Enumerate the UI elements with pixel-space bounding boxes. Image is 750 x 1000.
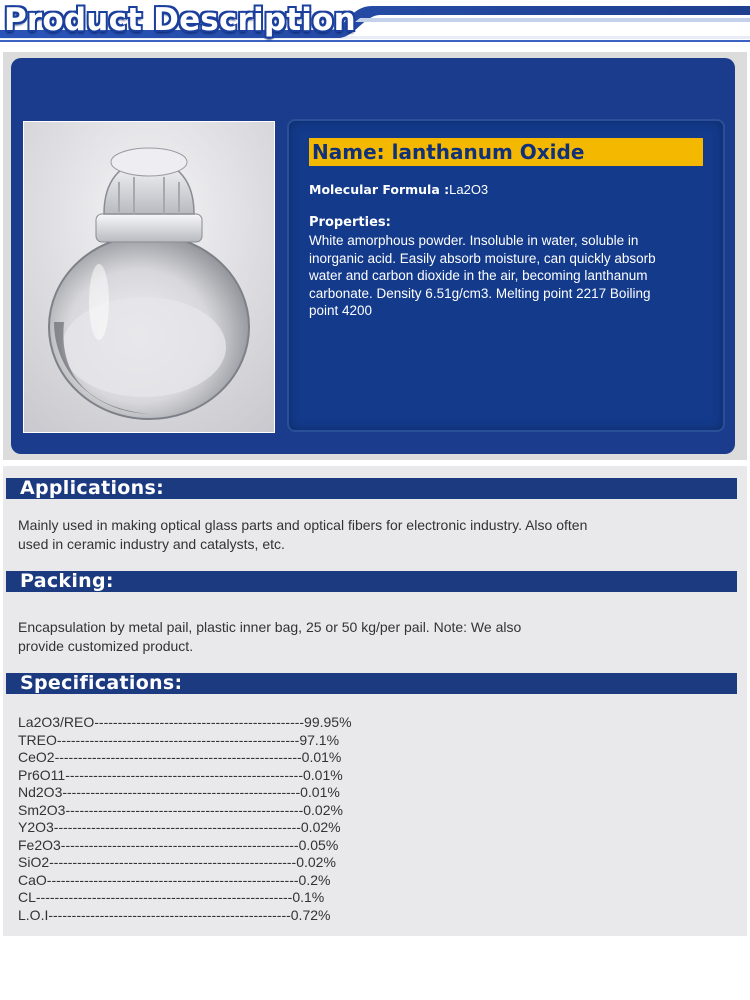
product-panel: [11, 58, 735, 454]
specifications-heading: Specifications:: [20, 672, 183, 694]
specifications-list: [18, 714, 352, 924]
spec-row: SiO2-----------------------------------------------------0.02%: [18, 854, 336, 870]
details-section: [3, 466, 747, 936]
applications-heading-bar: [6, 478, 737, 499]
product-image: [23, 121, 275, 433]
spec-row: Y2O3-----------------------------------------------------0.02%: [18, 819, 341, 835]
applications-heading: Applications:: [20, 477, 164, 499]
product-name-bar: [309, 138, 703, 166]
page-title: Product Description: [4, 2, 356, 38]
packing-text: Encapsulation by metal pail, plastic inner bag, 25 or 50 kg/per pail. Note: We also provide customized product.: [18, 619, 522, 654]
page-header: [0, 0, 750, 44]
properties-label: Properties:: [309, 215, 391, 230]
spec-row: Sm2O3---------------------------------------------------0.02%: [18, 801, 343, 818]
properties-text: White amorphous powder. Insoluble in water, soluble in inorganic acid. Easily absorb moisture, can quickly absorb water and carbon dioxide in the air, becoming lanthanum carbonate. Density 6.51g/cm3. Melting point 2217 Boiling point 4200: [309, 233, 656, 318]
spec-row: Fe2O3---------------------------------------------------0.05%: [18, 836, 339, 853]
product-info-box: [287, 119, 725, 432]
product-panel-frame: [3, 52, 747, 460]
spec-row: Pr6O11---------------------------------------------------0.01%: [18, 766, 343, 783]
spec-row: L.O.I----------------------------------------------------0.72%: [18, 906, 331, 923]
packing-heading-bar: [6, 571, 737, 592]
spec-row: CL-------------------------------------------------------0.1%: [18, 889, 325, 905]
spec-row: CeO2-----------------------------------------------------0.01%: [18, 749, 342, 765]
molecular-formula: [309, 182, 488, 197]
molecular-formula-value: La2O3: [449, 182, 489, 197]
packing-heading: Packing:: [20, 570, 114, 592]
molecular-formula-label: Molecular Formula :: [309, 182, 450, 197]
spec-row: Nd2O3---------------------------------------------------0.01%: [18, 784, 340, 800]
product-name: Name: lanthanum Oxide: [312, 140, 585, 164]
spec-row: La2O3/REO---------------------------------------------99.95%: [18, 714, 352, 730]
spec-row: TREO----------------------------------------------------97.1%: [18, 731, 340, 748]
specifications-heading-bar: [6, 673, 737, 694]
spec-row: CaO------------------------------------------------------0.2%: [18, 871, 331, 888]
applications-text: Mainly used in making optical glass parts and optical fibers for electronic industry. Also often used in ceramic industry and catalysts, etc.: [18, 517, 588, 552]
